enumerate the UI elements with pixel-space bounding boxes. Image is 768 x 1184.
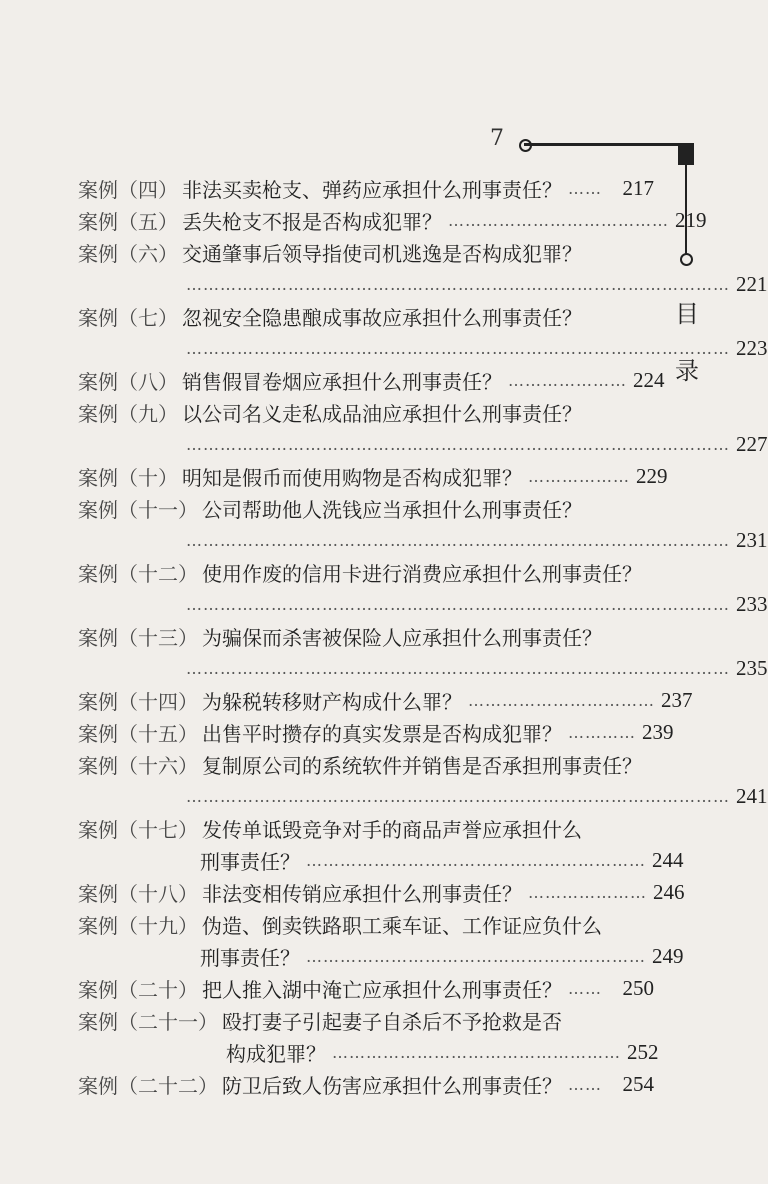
dot-leader: ………………… <box>528 882 647 902</box>
dot-leader: ………… <box>568 722 636 742</box>
entry-title-continued: 构成犯罪？ <box>226 1041 326 1066</box>
page-ref: 254 <box>622 1071 654 1096</box>
entry-title: 为躲税转移财产构成什么罪？ <box>202 689 462 714</box>
entry-title: 以公司名义走私成品油应承担什么刑事责任？ <box>182 401 582 426</box>
toc-entry[interactable] <box>78 396 654 428</box>
case-number: 案例（十六） <box>78 753 198 778</box>
dot-leader: …………………………………………………………………………………… <box>186 338 730 358</box>
page-ref: 224 <box>633 367 665 392</box>
page-ref: 250 <box>622 975 654 1000</box>
toc-entry-continuation <box>186 268 768 300</box>
toc-entry[interactable] <box>78 812 654 844</box>
toc-entry-continuation <box>186 332 768 364</box>
dot-leader: ………………… <box>508 370 627 390</box>
toc-entry-continuation <box>186 428 768 460</box>
case-number: 案例（十五） <box>78 721 198 746</box>
entry-title: 忽视安全隐患酿成事故应承担什么刑事责任？ <box>182 305 582 330</box>
page-ref: 217 <box>622 175 654 200</box>
case-number: 案例（十二） <box>78 561 198 586</box>
dot-leader: …………………………… <box>468 690 655 710</box>
toc-entry-continuation <box>186 780 768 812</box>
page-ref: 227 <box>736 431 768 456</box>
toc-entry-continuation <box>186 652 768 684</box>
toc-entry[interactable] <box>78 908 654 940</box>
entry-title: 伪造、倒卖铁路职工乘车证、工作证应负什么 <box>202 913 602 938</box>
entry-title: 复制原公司的系统软件并销售是否承担刑事责任？ <box>202 753 642 778</box>
page-number: 7 <box>490 126 504 151</box>
case-number: 案例（六） <box>78 241 178 266</box>
entry-title: 殴打妻子引起妻子自杀后不予抢救是否 <box>222 1009 562 1034</box>
case-number: 案例（八） <box>78 369 178 394</box>
toc-entry[interactable] <box>78 460 668 492</box>
toc-entry[interactable] <box>78 492 654 524</box>
entry-title: 把人推入湖中淹亡应承担什么刑事责任？ <box>202 977 562 1002</box>
toc-entry[interactable] <box>78 1004 654 1036</box>
toc-entry-continuation <box>186 588 768 620</box>
page-ref: 223 <box>736 335 768 360</box>
toc-entry[interactable] <box>78 972 654 1004</box>
page-ref: 235 <box>736 655 768 680</box>
page-ref: 249 <box>652 943 684 968</box>
toc-entry[interactable] <box>78 204 707 236</box>
case-number: 案例（十七） <box>78 817 198 842</box>
page-ref: 239 <box>642 719 674 744</box>
entry-title: 公司帮助他人洗钱应当承担什么刑事责任？ <box>202 497 582 522</box>
toc-entry[interactable] <box>78 716 674 748</box>
dot-leader: …………………………………………………………………………………… <box>186 274 730 294</box>
page-ref: 221 <box>736 271 768 296</box>
dot-leader: …………………………………………………………………………………… <box>186 530 730 550</box>
dot-leader: …………………………………………………………………………………… <box>186 786 730 806</box>
page-ref: 231 <box>736 527 768 552</box>
toc-entry[interactable] <box>78 1068 654 1100</box>
toc-entry-continuation <box>226 1036 659 1068</box>
dot-leader: …………………………………………… <box>332 1042 621 1062</box>
toc-entry-continuation <box>186 524 768 556</box>
page-ref: 246 <box>653 879 685 904</box>
entry-title: 交通肇事后领导指使司机逃逸是否构成犯罪？ <box>182 241 582 266</box>
dot-leader: …………………………………………………… <box>306 946 646 966</box>
case-number: 案例（九） <box>78 401 178 426</box>
dot-leader: …… <box>568 178 602 198</box>
case-number: 案例（十一） <box>78 497 198 522</box>
case-number: 案例（四） <box>78 177 178 202</box>
entry-title: 明知是假币而使用购物是否构成犯罪？ <box>182 465 522 490</box>
entry-title: 非法变相传销应承担什么刑事责任？ <box>202 881 522 906</box>
case-number: 案例（十八） <box>78 881 198 906</box>
page-ref: 233 <box>736 591 768 616</box>
page-ref: 241 <box>736 783 768 808</box>
page-ref: 219 <box>675 207 707 232</box>
section-label-char-2: 录 <box>675 357 699 385</box>
case-number: 案例（十三） <box>78 625 198 650</box>
toc-entry[interactable] <box>78 684 693 716</box>
case-number: 案例（十） <box>78 465 178 490</box>
entry-title: 丢失枪支不报是否构成犯罪？ <box>182 209 442 234</box>
case-number: 案例（二十） <box>78 977 198 1002</box>
case-number: 案例（十九） <box>78 913 198 938</box>
toc-entry[interactable] <box>78 620 654 652</box>
section-label-char-1: 目 <box>675 300 699 328</box>
entry-title-continued: 刑事责任？ <box>200 849 300 874</box>
toc-entry-continuation <box>200 940 684 972</box>
dot-leader: …… <box>568 1074 602 1094</box>
dot-leader: …………………………………………………………………………………… <box>186 658 730 678</box>
toc-entry[interactable] <box>78 556 654 588</box>
case-number: 案例（二十一） <box>78 1009 218 1034</box>
toc-entry[interactable] <box>78 300 654 332</box>
toc-entry[interactable] <box>78 236 654 268</box>
page-ref: 229 <box>636 463 668 488</box>
dot-leader: …………………………………………………………………………………… <box>186 434 730 454</box>
entry-title: 销售假冒卷烟应承担什么刑事责任？ <box>182 369 502 394</box>
case-number: 案例（十四） <box>78 689 198 714</box>
dot-leader: …… <box>568 978 602 998</box>
page-ref: 252 <box>627 1039 659 1064</box>
case-number: 案例（七） <box>78 305 178 330</box>
toc-entry[interactable] <box>78 172 654 204</box>
toc-entry[interactable] <box>78 364 665 396</box>
entry-title: 发传单诋毁竞争对手的商品声誉应承担什么 <box>202 817 582 842</box>
case-number: 案例（五） <box>78 209 178 234</box>
entry-title: 防卫后致人伤害应承担什么刑事责任？ <box>222 1073 562 1098</box>
toc-entry-continuation <box>200 844 684 876</box>
dot-leader: …………………………………………………………………………………… <box>186 594 730 614</box>
entry-title: 为骗保而杀害被保险人应承担什么刑事责任？ <box>202 625 602 650</box>
entry-title: 非法买卖枪支、弹药应承担什么刑事责任？ <box>182 177 562 202</box>
entry-title-continued: 刑事责任？ <box>200 945 300 970</box>
dot-leader: …………………………………………………… <box>306 850 646 870</box>
dot-leader: ……………… <box>528 466 630 486</box>
page-ref: 237 <box>661 687 693 712</box>
page-ref: 244 <box>652 847 684 872</box>
toc-entry[interactable] <box>78 876 685 908</box>
toc-entry[interactable] <box>78 748 654 780</box>
entry-title: 使用作废的信用卡进行消费应承担什么刑事责任？ <box>202 561 642 586</box>
entry-title: 出售平时攒存的真实发票是否构成犯罪？ <box>202 721 562 746</box>
case-number: 案例（二十二） <box>78 1073 218 1098</box>
dot-leader: ………………………………… <box>448 210 669 230</box>
